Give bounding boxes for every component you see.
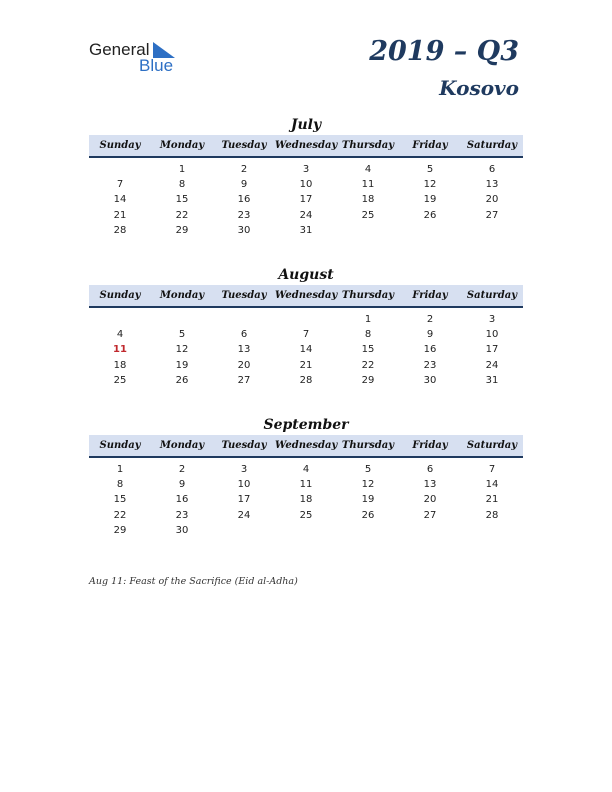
week-row bbox=[89, 327, 523, 342]
day-cell: 6 bbox=[488, 164, 496, 176]
day-cell: 5 bbox=[364, 464, 372, 476]
logo-general-text: General bbox=[89, 40, 150, 59]
day-cell: 1 bbox=[178, 164, 186, 176]
weekday-header-sunday: Sunday bbox=[99, 440, 141, 451]
day-cell: 4 bbox=[364, 164, 372, 176]
month-july bbox=[89, 115, 523, 238]
weekday-header-thursday: Thursday bbox=[341, 140, 395, 151]
weekday-header-tuesday: Tuesday bbox=[221, 440, 267, 451]
month-name: August bbox=[278, 267, 334, 283]
day-cell: 9 bbox=[240, 179, 248, 191]
day-cell: 29 bbox=[113, 524, 127, 536]
day-cell: 9 bbox=[426, 329, 434, 341]
day-cell: 29 bbox=[361, 374, 375, 386]
day-cell: 27 bbox=[423, 509, 437, 521]
day-cell: 7 bbox=[116, 179, 124, 191]
weekday-header-sunday: Sunday bbox=[99, 290, 141, 301]
week-row bbox=[89, 508, 523, 523]
week-row bbox=[89, 523, 523, 538]
weekday-header-saturday: Saturday bbox=[466, 140, 518, 151]
day-cell: 4 bbox=[116, 329, 124, 341]
day-cell: 7 bbox=[488, 464, 496, 476]
day-cell: 2 bbox=[178, 464, 186, 476]
week-row bbox=[89, 192, 523, 207]
day-cell: 23 bbox=[423, 359, 437, 371]
weekday-header-saturday: Saturday bbox=[466, 440, 518, 451]
day-cell: 5 bbox=[426, 164, 434, 176]
week-row bbox=[89, 477, 523, 492]
day-cell: 10 bbox=[485, 329, 499, 341]
weekday-header-friday: Friday bbox=[412, 290, 448, 301]
day-cell: 20 bbox=[423, 494, 437, 506]
day-cell: 28 bbox=[299, 374, 313, 386]
day-cell: 23 bbox=[175, 509, 189, 521]
day-cell: 1 bbox=[116, 464, 124, 476]
day-cell: 6 bbox=[426, 464, 434, 476]
day-cell: 15 bbox=[361, 344, 375, 356]
weekday-header-friday: Friday bbox=[412, 440, 448, 451]
day-cell: 27 bbox=[237, 374, 251, 386]
day-cell: 18 bbox=[299, 494, 313, 506]
weekday-header-tuesday: Tuesday bbox=[221, 290, 267, 301]
day-cell: 1 bbox=[364, 314, 372, 326]
week-row bbox=[89, 208, 523, 223]
day-cell: 12 bbox=[175, 344, 189, 356]
day-cell: 8 bbox=[116, 479, 124, 491]
week-row bbox=[89, 162, 523, 177]
day-cell: 19 bbox=[175, 359, 189, 371]
weekday-header-wednesday: Wednesday bbox=[275, 290, 338, 301]
day-cell: 14 bbox=[485, 479, 499, 491]
day-cell: 28 bbox=[113, 224, 127, 236]
day-cell: 15 bbox=[175, 194, 189, 206]
holiday-day-cell: 11 bbox=[113, 344, 127, 356]
day-cell: 17 bbox=[485, 344, 499, 356]
logo-blue-text: Blue bbox=[139, 56, 174, 75]
week-row bbox=[89, 358, 523, 373]
week-row bbox=[89, 462, 523, 477]
page-subtitle: Kosovo bbox=[439, 76, 519, 100]
day-cell: 17 bbox=[299, 194, 313, 206]
day-cell: 28 bbox=[485, 509, 499, 521]
day-cell: 24 bbox=[485, 359, 499, 371]
weekday-header-thursday: Thursday bbox=[341, 440, 395, 451]
day-cell: 14 bbox=[113, 194, 127, 206]
week-row bbox=[89, 492, 523, 507]
day-cell: 14 bbox=[299, 344, 313, 356]
day-cell: 3 bbox=[302, 164, 310, 176]
month-name: September bbox=[263, 417, 349, 433]
day-cell: 18 bbox=[361, 194, 375, 206]
day-cell: 26 bbox=[175, 374, 189, 386]
day-cell: 2 bbox=[426, 314, 434, 326]
day-cell: 19 bbox=[361, 494, 375, 506]
weekday-header-row bbox=[89, 435, 523, 458]
day-cell: 26 bbox=[423, 209, 437, 221]
day-cell: 21 bbox=[299, 359, 313, 371]
day-cell: 11 bbox=[361, 179, 375, 191]
weekday-header-sunday: Sunday bbox=[99, 140, 141, 151]
day-cell: 13 bbox=[423, 479, 437, 491]
day-cell: 24 bbox=[299, 209, 313, 221]
day-cell: 4 bbox=[302, 464, 310, 476]
day-cell: 30 bbox=[237, 224, 251, 236]
day-cell: 31 bbox=[299, 224, 313, 236]
week-row bbox=[89, 373, 523, 388]
day-cell: 12 bbox=[423, 179, 437, 191]
weekday-header-monday: Monday bbox=[159, 290, 205, 301]
month-september bbox=[89, 415, 523, 538]
day-cell: 18 bbox=[113, 359, 127, 371]
day-cell: 30 bbox=[175, 524, 189, 536]
day-cell: 20 bbox=[237, 359, 251, 371]
day-cell: 22 bbox=[113, 509, 127, 521]
week-row bbox=[89, 342, 523, 357]
weekday-header-friday: Friday bbox=[412, 140, 448, 151]
day-cell: 22 bbox=[361, 359, 375, 371]
day-cell: 23 bbox=[237, 209, 251, 221]
day-cell: 10 bbox=[237, 479, 251, 491]
day-cell: 26 bbox=[361, 509, 375, 521]
weekday-header-tuesday: Tuesday bbox=[221, 140, 267, 151]
day-cell: 25 bbox=[113, 374, 127, 386]
day-cell: 15 bbox=[113, 494, 127, 506]
day-cell: 20 bbox=[485, 194, 499, 206]
weekday-header-thursday: Thursday bbox=[341, 290, 395, 301]
day-cell: 25 bbox=[299, 509, 313, 521]
day-cell: 8 bbox=[178, 179, 186, 191]
day-cell: 16 bbox=[175, 494, 189, 506]
day-cell: 31 bbox=[485, 374, 499, 386]
day-cell: 25 bbox=[361, 209, 375, 221]
day-cell: 16 bbox=[237, 194, 251, 206]
day-cell: 21 bbox=[113, 209, 127, 221]
week-row bbox=[89, 312, 523, 327]
day-cell: 13 bbox=[485, 179, 499, 191]
day-cell: 16 bbox=[423, 344, 437, 356]
day-cell: 30 bbox=[423, 374, 437, 386]
day-cell: 3 bbox=[488, 314, 496, 326]
month-august bbox=[89, 265, 523, 388]
day-cell: 21 bbox=[485, 494, 499, 506]
weekday-header-row bbox=[89, 285, 523, 308]
day-cell: 10 bbox=[299, 179, 313, 191]
day-cell: 7 bbox=[302, 329, 310, 341]
day-cell: 12 bbox=[361, 479, 375, 491]
holiday-footnote: Aug 11: Feast of the Sacrifice (Eid al-Adha) bbox=[89, 576, 298, 587]
weekday-header-monday: Monday bbox=[159, 140, 205, 151]
week-row bbox=[89, 177, 523, 192]
day-cell: 5 bbox=[178, 329, 186, 341]
month-name: July bbox=[290, 117, 322, 133]
page-title: 2019 – Q3 bbox=[369, 36, 519, 67]
day-cell: 27 bbox=[485, 209, 499, 221]
day-cell: 2 bbox=[240, 164, 248, 176]
week-row bbox=[89, 223, 523, 238]
day-cell: 13 bbox=[237, 344, 251, 356]
weekday-header-row bbox=[89, 135, 523, 158]
day-cell: 3 bbox=[240, 464, 248, 476]
day-cell: 17 bbox=[237, 494, 251, 506]
weekday-header-wednesday: Wednesday bbox=[275, 140, 338, 151]
day-cell: 29 bbox=[175, 224, 189, 236]
day-cell: 22 bbox=[175, 209, 189, 221]
day-cell: 24 bbox=[237, 509, 251, 521]
day-cell: 8 bbox=[364, 329, 372, 341]
weekday-header-saturday: Saturday bbox=[466, 290, 518, 301]
day-cell: 19 bbox=[423, 194, 437, 206]
weekday-header-wednesday: Wednesday bbox=[275, 440, 338, 451]
day-cell: 9 bbox=[178, 479, 186, 491]
weekday-header-monday: Monday bbox=[159, 440, 205, 451]
day-cell: 6 bbox=[240, 329, 248, 341]
day-cell: 11 bbox=[299, 479, 313, 491]
